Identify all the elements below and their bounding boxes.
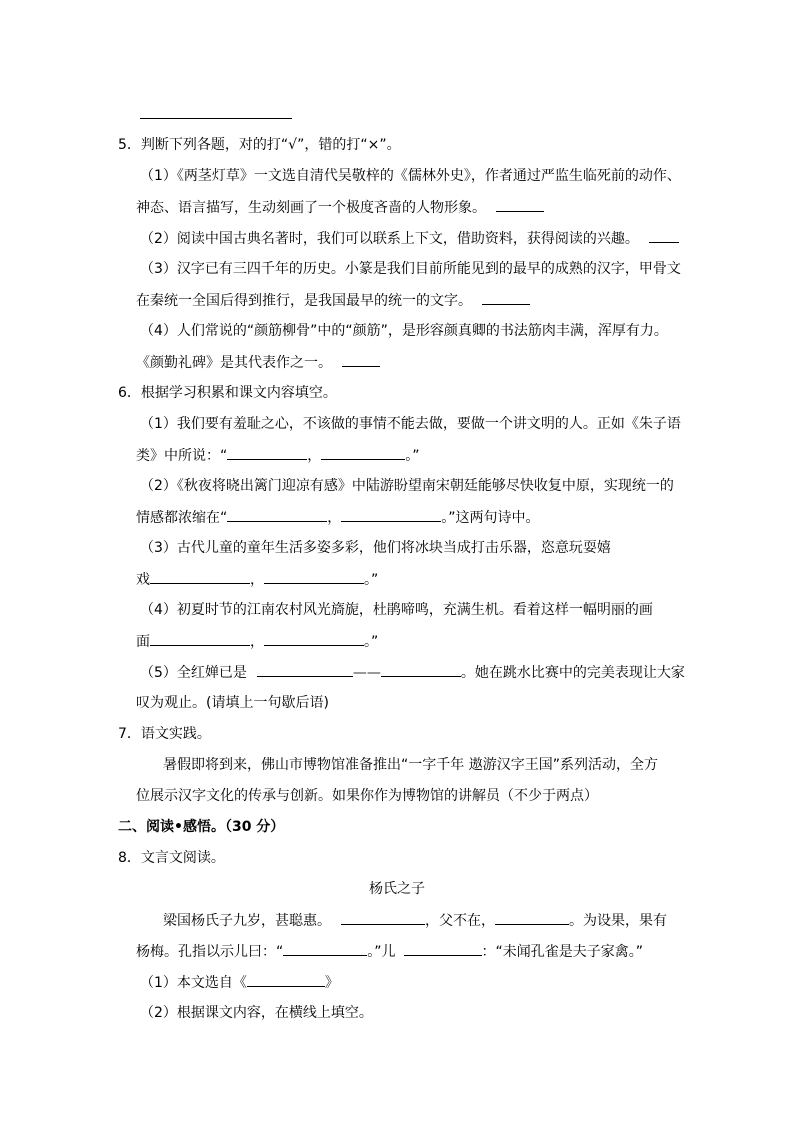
answer-line bbox=[140, 118, 292, 119]
q6-item3-line1: （3）古代儿童的童年生活多姿多彩，他们将冰块当成打击乐器，恣意玩耍嬉 bbox=[140, 540, 611, 556]
q6-item5-answer1[interactable] bbox=[257, 662, 353, 677]
passage-blank1[interactable] bbox=[341, 910, 425, 925]
q6-item4-line1: （4）初夏时节的江南农村风光旖旎，杜鹃啼鸣，充满生机。看着这样一幅明丽的画 bbox=[140, 602, 653, 618]
q6-item2-answer1[interactable] bbox=[227, 507, 327, 522]
passage-line1: 梁国杨氏子九岁，甚聪惠。 ，父不在， 。为设果，果有 bbox=[163, 910, 667, 931]
q6-item5-line1: （5）全红婵已是 —— 。她在跳水比赛中的完美表现让大家 bbox=[140, 662, 685, 683]
q6-item3-line2: 戏 ， 。” bbox=[136, 569, 378, 590]
q8-sub2: （2）根据课文内容，在横线上填空。 bbox=[140, 1005, 373, 1021]
q5-item3-line2: 在秦统一全国后得到推行，是我国最早的统一的文字。 bbox=[136, 290, 530, 311]
q6-item4-line2: 面 ， 。” bbox=[136, 631, 378, 652]
passage-blank3[interactable] bbox=[283, 941, 367, 956]
q6-item1-line1: （1）我们要有羞耻之心，不该做的事情不能去做，要做一个讲文明的人。正如《朱子语 bbox=[140, 416, 681, 432]
q5-item2: （2）阅读中国古典名著时，我们可以联系上下文，借助资料，获得阅读的兴趣。 bbox=[140, 228, 679, 249]
q6-item4-answer2[interactable] bbox=[264, 631, 364, 646]
q6-item1-line2: 类》中所说：“ ， 。” bbox=[136, 445, 420, 466]
q5-item1-line1: （1）《两茎灯草》一文选自清代吴敬梓的《儒林外史》，作者通过严监生临死前的动作、 bbox=[140, 168, 681, 184]
q8-title: 8．文言文阅读。 bbox=[118, 850, 225, 866]
passage-blank2[interactable] bbox=[495, 910, 569, 925]
q5-item2-answer[interactable] bbox=[649, 228, 679, 243]
q5-item3-answer[interactable] bbox=[482, 290, 530, 305]
q5-item4-answer[interactable] bbox=[342, 352, 380, 367]
passage-title: 杨氏之子 bbox=[369, 881, 425, 897]
q6-item2-answer2[interactable] bbox=[341, 507, 441, 522]
q6-item3-answer1[interactable] bbox=[150, 569, 250, 584]
q8-sub1: （1）本文选自《 》 bbox=[140, 972, 339, 993]
q6-item2-line2: 情感都浓缩在“ ， 。”这两句诗中。 bbox=[136, 507, 540, 528]
q6-item3-answer2[interactable] bbox=[264, 569, 364, 584]
q5-item3-line1: （3）汉字已有三四千年的历史。小篆是我们目前所能见到的最早的成熟的汉字，甲骨文 bbox=[140, 261, 681, 277]
q6-item5-answer2[interactable] bbox=[381, 662, 461, 677]
passage-line2: 杨梅。孔指以示儿曰：“ 。”儿 ：“未闻孔雀是夫子家禽。” bbox=[136, 941, 643, 962]
q7-paragraph-line1: 暑假即将到来，佛山市博物馆准备推出“一字千年 遨游汉字王国”系列活动，全方 bbox=[163, 757, 658, 773]
q6-item5-line2: 叹为观止。(请填上一句歇后语) bbox=[136, 695, 329, 711]
q6-item2-line1: （2）《秋夜将晓出篱门迎凉有感》中陆游盼望南宋朝廷能够尽快收复中原，实现统一的 bbox=[140, 478, 674, 494]
q6-item1-answer2[interactable] bbox=[321, 445, 405, 460]
section-heading: 二、阅读•感悟。（30 分） bbox=[118, 819, 285, 835]
q5-title: 5．判断下列各题，对的打“√”，错的打“×”。 bbox=[118, 137, 401, 153]
q6-item1-answer1[interactable] bbox=[227, 445, 307, 460]
q5-item1-answer[interactable] bbox=[496, 197, 544, 212]
q6-title: 6．根据学习积累和课文内容填空。 bbox=[118, 385, 337, 401]
q5-item4-line1: （4）人们常说的“颜筋柳骨”中的“颜筋”，是形容颜真卿的书法筋肉丰满，浑厚有力。 bbox=[140, 323, 668, 339]
q7-title: 7．语文实践。 bbox=[118, 726, 211, 742]
q5-item4-line2: 《颜勤礼碑》是其代表作之一。 bbox=[136, 352, 380, 373]
q6-item4-answer1[interactable] bbox=[150, 631, 250, 646]
q8-sub1-answer[interactable] bbox=[247, 972, 325, 987]
q7-paragraph-line2: 位展示汉字文化的传承与创新。如果你作为博物馆的讲解员（不少于两点） bbox=[136, 788, 598, 804]
passage-blank4[interactable] bbox=[404, 941, 482, 956]
q5-item1-line2: 神态、语言描写，生动刻画了一个极度吝啬的人物形象。 bbox=[136, 197, 544, 218]
